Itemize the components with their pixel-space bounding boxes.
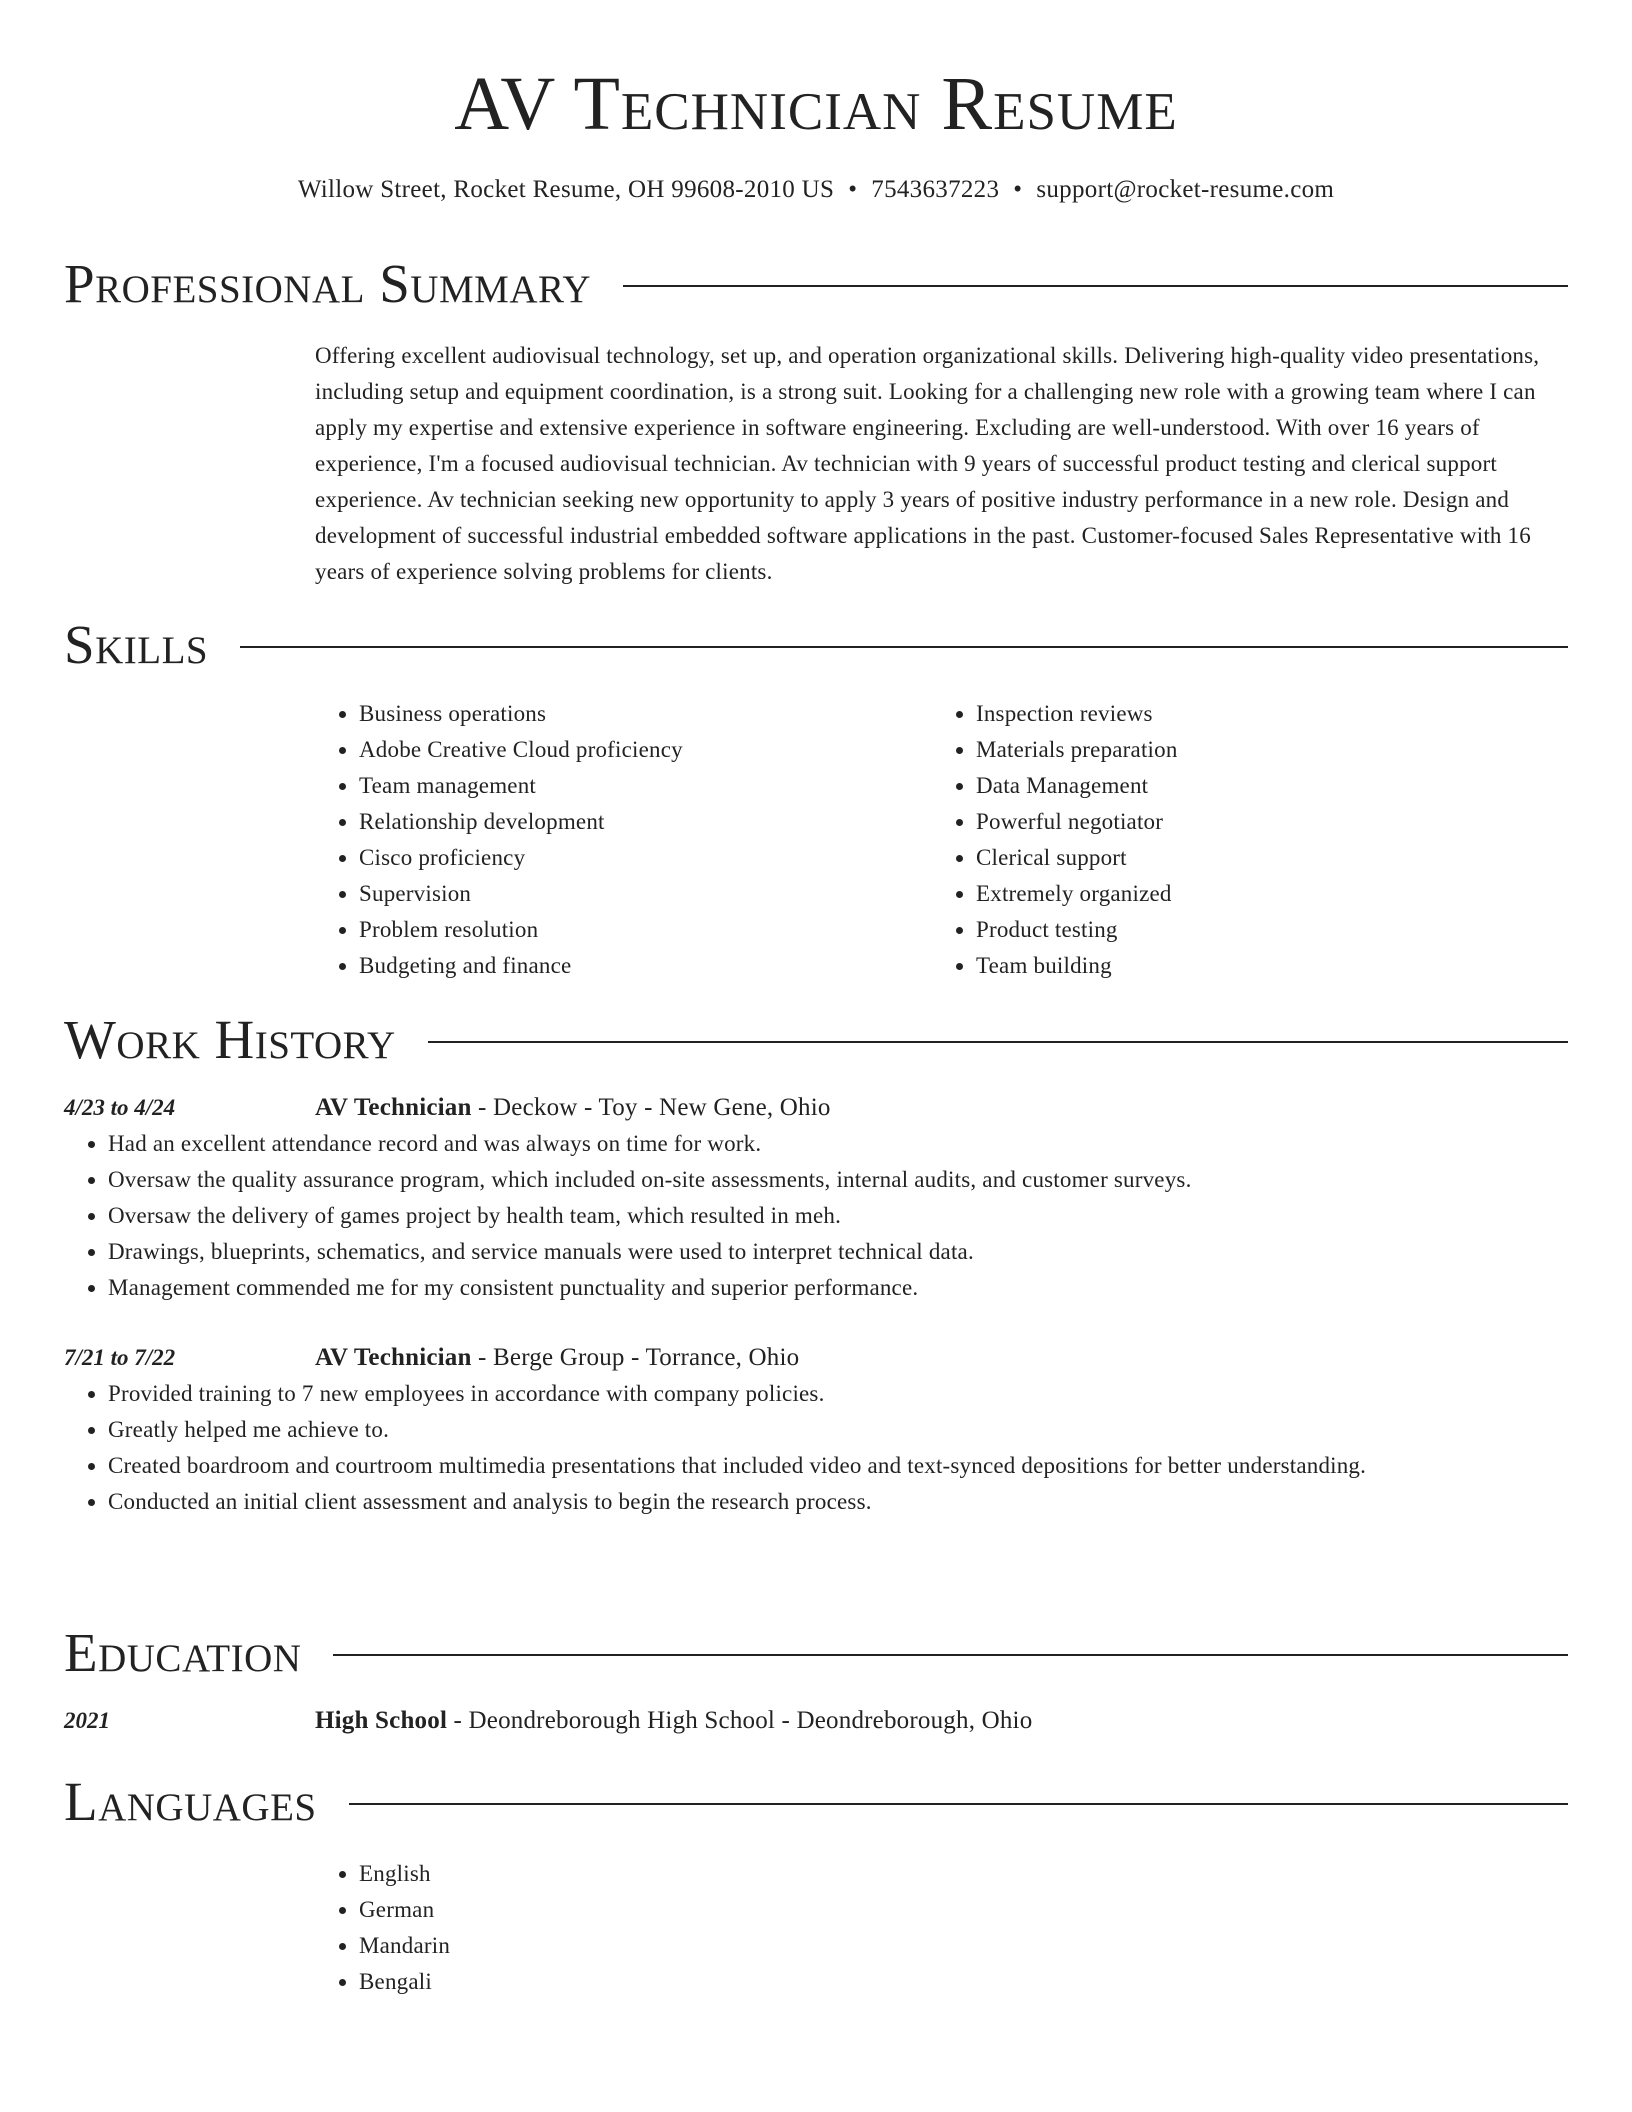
education-heading-line bbox=[315, 1703, 1568, 1739]
contact-phone: 7543637223 bbox=[871, 176, 1000, 203]
section-divider bbox=[349, 1803, 1568, 1805]
job-bullets bbox=[64, 1376, 1568, 1520]
job-bullet: • Greatly helped me achieve to. bbox=[108, 1412, 1568, 1448]
education-entry bbox=[64, 1703, 1568, 1739]
skill-item: • Business operations bbox=[359, 696, 932, 732]
languages-heading: Languages bbox=[64, 1771, 317, 1832]
skill-item: • Budgeting and finance bbox=[359, 948, 932, 984]
skills-heading: Skills bbox=[64, 614, 209, 675]
skill-item: • Materials preparation bbox=[976, 732, 1549, 768]
contact-address: Willow Street, Rocket Resume, OH 99608-2010 US bbox=[297, 176, 835, 203]
skill-item: • Clerical support bbox=[976, 840, 1549, 876]
job-heading bbox=[315, 1340, 1568, 1376]
job-bullet: • Provided training to 7 new employees in accordance with company policies. bbox=[108, 1376, 1568, 1412]
job-bullet: • Drawings, blueprints, schematics, and service manuals were used to interpret technical data. bbox=[108, 1234, 1568, 1270]
job-dates: 7/21 to 7/22 bbox=[64, 1345, 176, 1370]
languages-list bbox=[315, 1856, 1568, 2000]
job-bullet: • Oversaw the quality assurance program, which included on-site assessments, internal audits, and customer surveys. bbox=[108, 1162, 1568, 1198]
resume-title: AV Technician Resume bbox=[454, 62, 1178, 146]
contact-line bbox=[0, 172, 1632, 208]
summary-body bbox=[315, 338, 1568, 590]
skill-item: • Team management bbox=[359, 768, 932, 804]
job-dates: 4/23 to 4/24 bbox=[64, 1095, 176, 1120]
job-role: AV Technician bbox=[315, 1094, 472, 1121]
skill-item: • Relationship development bbox=[359, 804, 932, 840]
summary-heading: Professional Summary bbox=[64, 253, 592, 314]
skills-header bbox=[64, 609, 1568, 681]
skill-item: • Team building bbox=[976, 948, 1549, 984]
education-year: 2021 bbox=[64, 1708, 110, 1733]
language-item: • Mandarin bbox=[359, 1928, 1568, 1964]
skill-item: • Data Management bbox=[976, 768, 1549, 804]
education-header bbox=[64, 1617, 1568, 1689]
job-bullet: • Conducted an initial client assessment and analysis to begin the research process. bbox=[108, 1484, 1568, 1520]
skills-section bbox=[64, 609, 1568, 984]
skill-item: • Powerful negotiator bbox=[976, 804, 1549, 840]
job-bullet: • Had an excellent attendance record and was always on time for work. bbox=[108, 1126, 1568, 1162]
skill-item: • Problem resolution bbox=[359, 912, 932, 948]
language-item: • English bbox=[359, 1856, 1568, 1892]
section-divider bbox=[428, 1041, 1568, 1043]
education-section bbox=[64, 1617, 1568, 1739]
work-history-section bbox=[64, 1004, 1568, 1520]
skill-item: • Cisco proficiency bbox=[359, 840, 932, 876]
skills-list-right bbox=[932, 696, 1549, 984]
job-heading bbox=[315, 1090, 1568, 1126]
skills-list-left bbox=[315, 696, 932, 984]
language-item: • Bengali bbox=[359, 1964, 1568, 2000]
job-bullet: • Management commended me for my consistent punctuality and superior performance. bbox=[108, 1270, 1568, 1306]
languages-body bbox=[315, 1856, 1568, 2000]
skill-item: • Product testing bbox=[976, 912, 1549, 948]
skills-grid bbox=[315, 696, 1568, 984]
education-heading: Education bbox=[64, 1622, 302, 1683]
section-divider bbox=[333, 1654, 1568, 1656]
work-history-heading: Work History bbox=[64, 1009, 396, 1070]
summary-text: Offering excellent audiovisual technology, set up, and operation organizational skills. Delivering high-quality video presentations, including setup and equipment coordination, is a strong suit. Looking for a challenging new role with a growing team where I can apply my expertise and extensive experience in software engineering. Excluding are well-understood. With over 16 years of experience, I'm a focused audiovisual technician. Av technician with 9 years of successful product testing and clerical support experience. Av technician seeking new opportunity to apply 3 years of positive industry performance in a new role. Design and development of successful industrial embedded software applications in the past. Customer-focused Sales Representative with 16 years of experience solving problems for clients. bbox=[315, 343, 1540, 584]
contact-separator: • bbox=[1013, 176, 1023, 203]
contact-separator: • bbox=[848, 176, 858, 203]
languages-section bbox=[64, 1766, 1568, 2000]
job-bullet: • Oversaw the delivery of games project by health team, which resulted in meh. bbox=[108, 1198, 1568, 1234]
job-entry bbox=[64, 1090, 1568, 1306]
section-divider bbox=[623, 285, 1568, 287]
job-bullet: • Created boardroom and courtroom multimedia presentations that included video and text-synced depositions for better understanding. bbox=[108, 1448, 1568, 1484]
work-history-header bbox=[64, 1004, 1568, 1076]
section-divider bbox=[240, 646, 1568, 648]
skill-item: • Inspection reviews bbox=[976, 696, 1549, 732]
contact-email[interactable]: support@rocket-resume.com bbox=[1036, 176, 1335, 203]
job-entry bbox=[64, 1340, 1568, 1520]
skill-item: • Supervision bbox=[359, 876, 932, 912]
education-school: - Deondreborough High School - Deondreborough, Ohio bbox=[447, 1707, 1033, 1734]
job-employer: - Berge Group - Torrance, Ohio bbox=[471, 1344, 800, 1371]
education-degree: High School bbox=[315, 1707, 448, 1734]
skill-item: • Extremely organized bbox=[976, 876, 1549, 912]
job-bullets bbox=[64, 1126, 1568, 1306]
summary-section bbox=[64, 248, 1568, 590]
summary-header bbox=[64, 248, 1568, 320]
languages-header bbox=[64, 1766, 1568, 1838]
job-role: AV Technician bbox=[315, 1344, 472, 1371]
language-item: • German bbox=[359, 1892, 1568, 1928]
skill-item: • Adobe Creative Cloud proficiency bbox=[359, 732, 932, 768]
job-employer: - Deckow - Toy - New Gene, Ohio bbox=[471, 1094, 831, 1121]
